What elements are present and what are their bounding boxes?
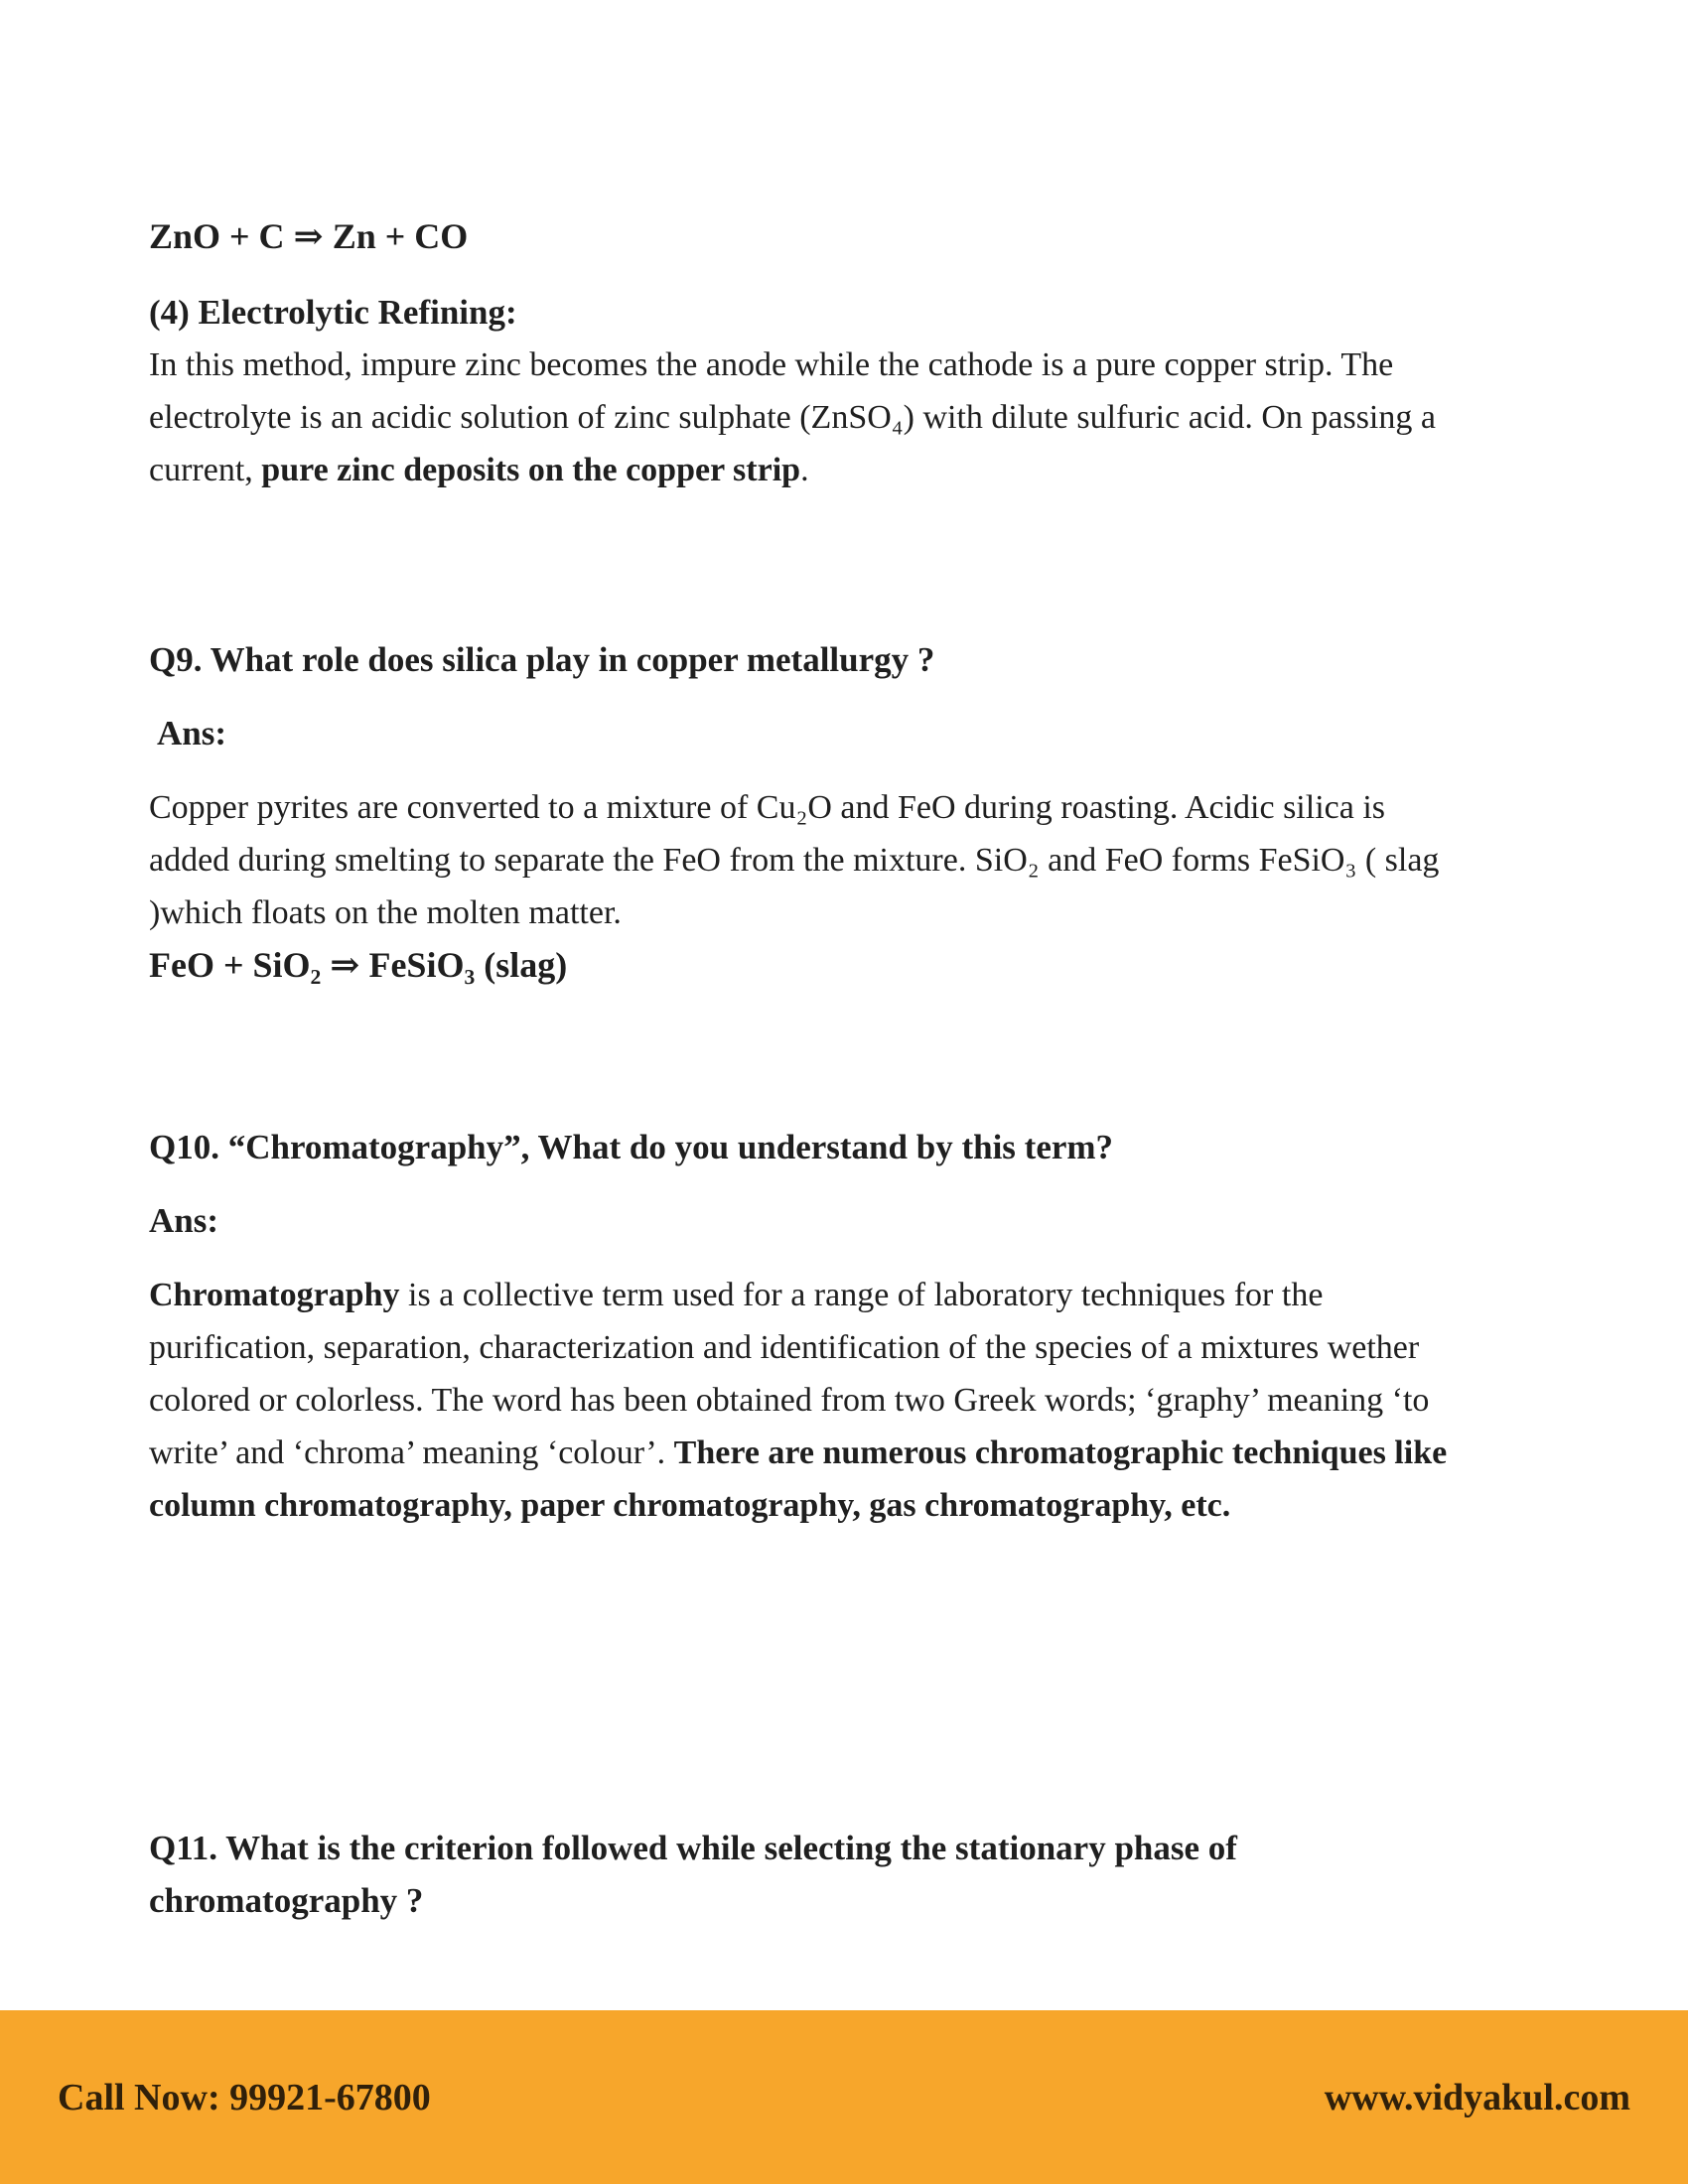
q9-ans-label: Ans: <box>157 714 227 752</box>
refining-paragraph <box>149 339 1460 496</box>
refining-text-period: . <box>800 452 809 488</box>
q10-text-bold-tail: There are numerous chromatographic techniques like column chromatography, paper chromatography, gas chromatography, etc. <box>149 1434 1448 1524</box>
footer-bar <box>0 2010 1688 2184</box>
q11-heading: Q11. What is the criterion followed while selecting the stationary phase of chromatography ? <box>149 1829 1237 1920</box>
q9-answer-paragraph: Copper pyrites are converted to a mixture of Cu₂O and FeO during roasting. Acidic silica is added during smelting to separate the FeO from the mixture. SiO₂ and FeO forms FeSiO₃ ( slag )which floats on the molten matter. <box>149 789 1440 931</box>
q10-text-bold-lead: Chromatography <box>149 1277 400 1313</box>
q10-answer-paragraph <box>149 1269 1460 1532</box>
zno-equation: ZnO + C ⇒ Zn + CO <box>149 216 469 256</box>
footer-website: www.vidyakul.com <box>1324 2076 1630 2118</box>
refining-heading: (4) Electrolytic Refining: <box>149 293 517 332</box>
refining-text-normal: In this method, impure zinc becomes the anode while the cathode is a pure copper strip. The electrolyte is an acidic solution of zinc sulphate (ZnSO₄) with dilute sulfuric acid. On passing a current, <box>149 346 1436 488</box>
refining-section <box>149 286 1460 496</box>
q9-answer <box>149 781 1460 992</box>
feo-equation: FeO + SiO₂ ⇒ FeSiO₃ (slag) <box>149 945 568 985</box>
q10-heading: Q10. “Chromatography”, What do you understand by this term? <box>149 1128 1114 1166</box>
q10-text-normal: is a collective term used for a range of laboratory techniques for the purification, separation, characterization and identification of the species of a mixtures wether colored or colorless. The word has been obtained from two Greek words; ‘graphy’ meaning ‘to write’ and ‘chroma’ meaning ‘colour’. <box>149 1277 1430 1471</box>
refining-text-bold: pure zinc deposits on the copper strip <box>261 452 801 488</box>
footer-call-now: Call Now: 99921-67800 <box>58 2076 431 2118</box>
q10-ans-label: Ans: <box>149 1201 219 1240</box>
q9-heading: Q9. What role does silica play in copper metallurgy ? <box>149 640 935 679</box>
